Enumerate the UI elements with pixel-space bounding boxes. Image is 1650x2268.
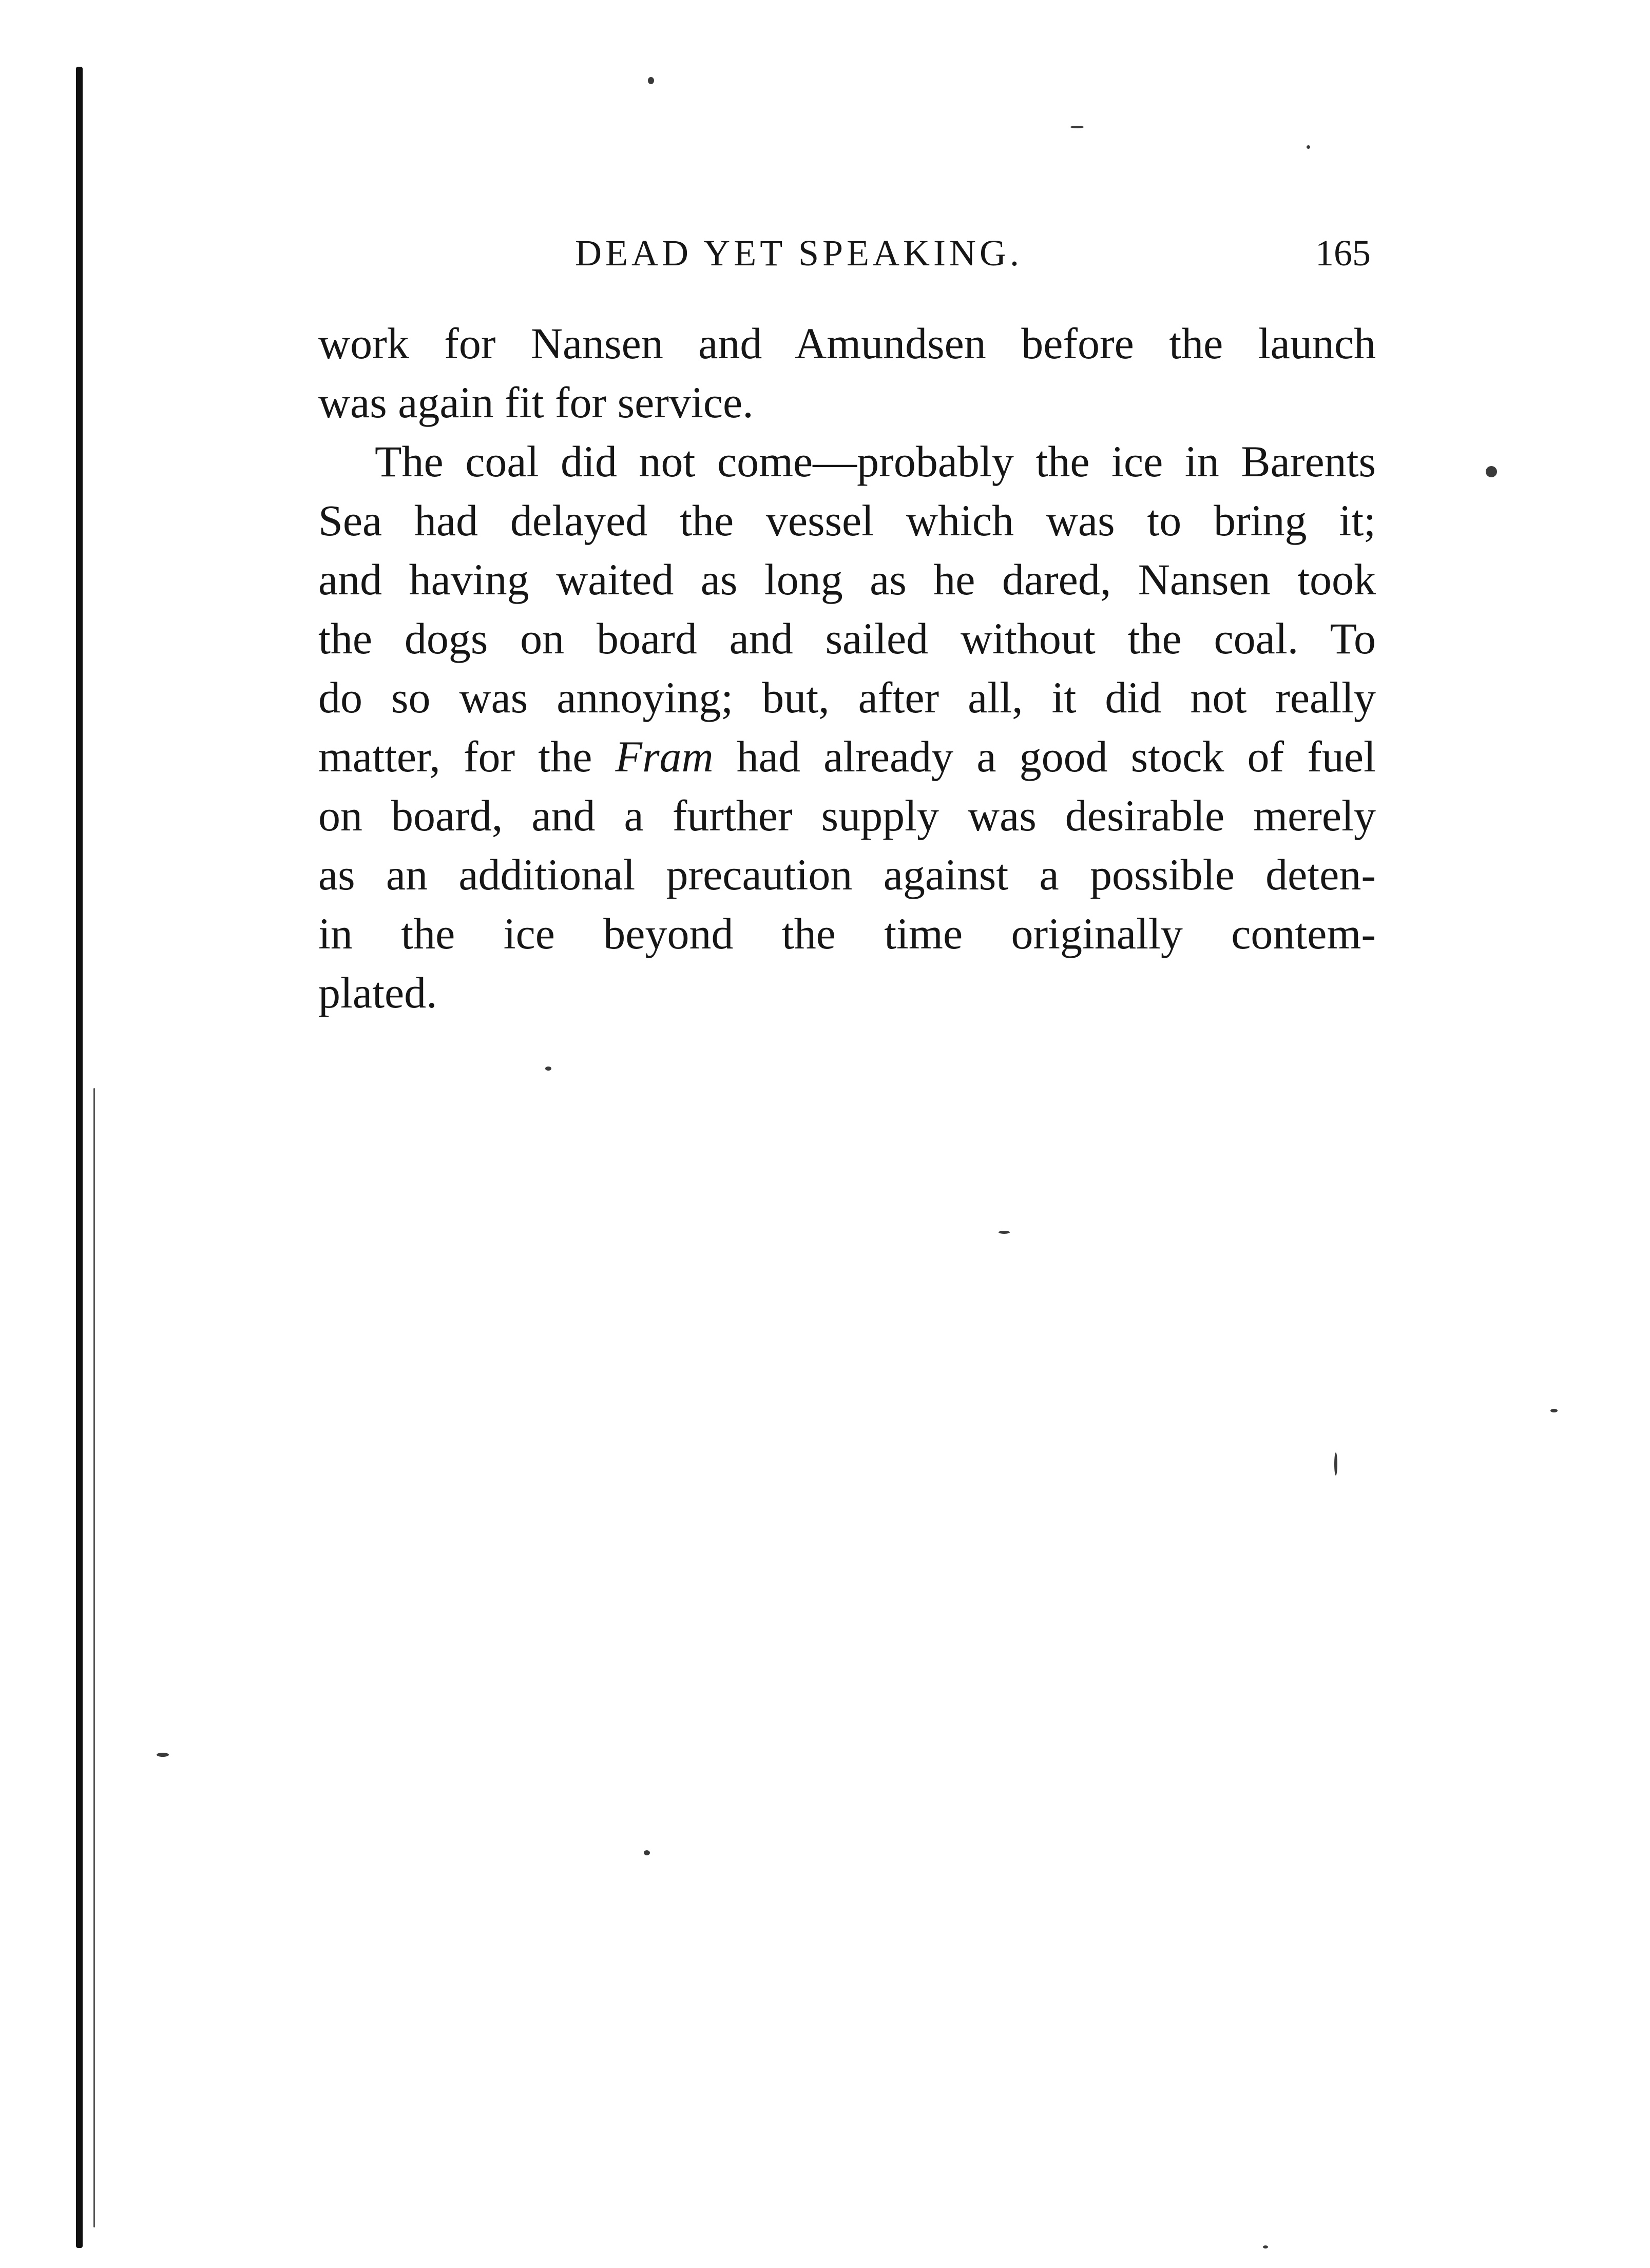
scan-speck: [999, 1231, 1010, 1234]
text-line: the dogs on board and sailed without the coal. To: [318, 614, 1376, 663]
text-line-with-italic: [318, 727, 1376, 786]
text-line: and having waited as long as he dared, Nansen took: [318, 555, 1376, 604]
text-line: work for Nansen and Amundsen before the launch: [318, 319, 1376, 368]
binding-edge-line: [76, 67, 83, 2248]
scan-speck: [648, 77, 654, 84]
body-text: [318, 314, 1376, 1022]
scan-speck: [545, 1067, 551, 1071]
scan-speck: [1307, 145, 1310, 149]
running-head: [318, 230, 1371, 276]
text-segment: matter, for the: [318, 732, 592, 781]
text-line: on board, and a further supply was desirable merely: [318, 791, 1376, 840]
text-line: plated.: [318, 968, 437, 1017]
running-head-title: DEAD YET SPEAKING.: [575, 232, 1023, 274]
page-number: 165: [1315, 232, 1371, 274]
scan-speck: [1263, 2245, 1268, 2248]
scan-speck: [1070, 126, 1084, 128]
scan-speck: [157, 1753, 169, 1757]
scan-speck: [644, 1850, 650, 1855]
text-line: do so was annoying; but, after all, it did not really: [318, 673, 1376, 722]
scan-speck: [1550, 1409, 1558, 1412]
ship-name-italic: Fram: [615, 732, 714, 781]
text-line: as an additional precaution against a possible deten-: [318, 850, 1376, 899]
text-line: Sea had delayed the vessel which was to bring it;: [318, 496, 1376, 545]
text-line: The coal did not come—probably the ice in Barents: [375, 437, 1376, 486]
scan-speck: [1334, 1452, 1337, 1476]
text-line: was again fit for service.: [318, 378, 754, 427]
text-segment: had already a good stock of fuel: [736, 732, 1376, 781]
scan-speck: [1486, 466, 1497, 477]
paragraph-2: [318, 432, 1376, 1022]
paragraph-1: [318, 314, 1376, 432]
binding-edge-shadow: [93, 1088, 95, 2227]
text-line: in the ice beyond the time originally contem-: [318, 909, 1376, 958]
